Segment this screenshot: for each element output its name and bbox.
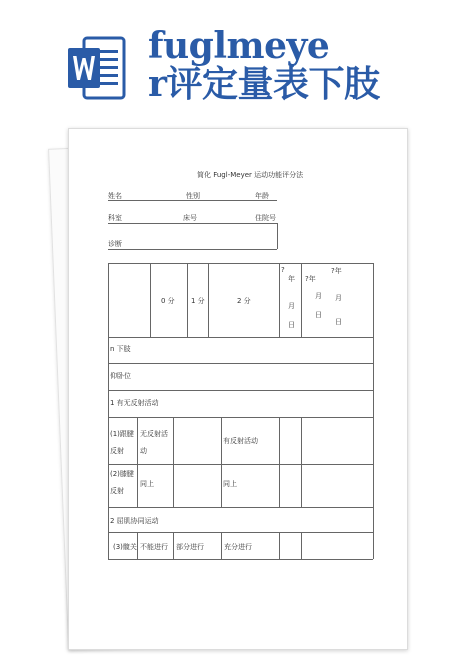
underline-name-row	[108, 200, 277, 201]
r1-no-reflex-b: 动	[140, 447, 147, 455]
date3-day: 日	[335, 318, 342, 326]
r2-same-2: 同上	[223, 480, 237, 488]
table-row-line	[108, 464, 373, 465]
r2-label-a: (2)膝腱	[110, 470, 134, 478]
table-row-line	[108, 532, 373, 533]
col-line	[279, 263, 280, 337]
header-score-1: 1 分	[191, 297, 205, 305]
date2-month: 月	[315, 292, 322, 300]
banner-title	[148, 27, 379, 103]
col-line	[301, 263, 302, 337]
banner-title-line1: fuglmeye	[148, 25, 330, 67]
table-row-line	[108, 390, 373, 391]
label-bed: 床号	[183, 214, 197, 222]
col-line	[150, 263, 151, 337]
col-line	[173, 417, 174, 507]
r1-label-a: (1)跟腱	[110, 430, 134, 438]
col-line	[301, 532, 302, 559]
date2-day: 日	[315, 311, 322, 319]
r2-label-b: 反射	[110, 487, 124, 495]
banner-title-line2: r评定量表下肢	[148, 63, 380, 105]
r3-partial: 部分进行	[176, 543, 204, 551]
item-reflex-activity: 1 有无反射活动	[110, 399, 159, 407]
position-supine: 仰卧位	[110, 372, 131, 380]
date2-year: ?年	[305, 275, 316, 283]
col-line	[221, 532, 222, 559]
col-line	[279, 417, 280, 507]
label-gender: 性别	[186, 192, 200, 200]
label-age: 年龄	[255, 192, 269, 200]
r3-full: 充分进行	[224, 543, 252, 551]
header-score-2: 2 分	[237, 297, 251, 305]
col-line	[173, 532, 174, 559]
diagnosis-box-edge	[277, 223, 278, 249]
col-line	[137, 417, 138, 507]
table-bottom-border	[108, 559, 373, 560]
form-title: 简化 Fugl-Meyer 运动功能评分法	[197, 171, 304, 179]
date1-day: 日	[288, 321, 295, 329]
r1-label-b: 反射	[110, 447, 124, 455]
word-document-icon	[66, 36, 126, 100]
document-page	[68, 128, 408, 650]
r1-has-reflex: 有反射活动	[223, 437, 258, 445]
col-line	[221, 417, 222, 507]
date1-month: 月	[288, 302, 295, 310]
r3-label: (3)髋关	[113, 543, 137, 551]
col-line	[187, 263, 188, 337]
table-left-border	[108, 263, 109, 559]
label-diagnosis: 诊断	[108, 240, 122, 248]
col-line	[208, 263, 209, 337]
col-line	[301, 417, 302, 507]
label-admission-no: 住院号	[255, 214, 276, 222]
header-score-0: 0 分	[161, 297, 175, 305]
col-line	[279, 532, 280, 559]
date3-year: ?年	[331, 267, 342, 275]
underline-dept-row	[108, 223, 277, 224]
date1-year: 年	[288, 275, 295, 283]
table-row-line	[108, 507, 373, 508]
table-row-line	[108, 337, 373, 338]
r2-same-1: 同上	[140, 480, 154, 488]
underline-diagnosis-row	[108, 249, 277, 250]
table-top-border	[108, 263, 373, 264]
r3-cannot: 不能进行	[140, 543, 168, 551]
date1-mark: ?	[281, 266, 285, 274]
date3-month: 月	[335, 294, 342, 302]
item-flexor-synergy: 2 屈肌协同运动	[110, 517, 159, 525]
table-row-line	[108, 417, 373, 418]
section-lower-limb: n 下肢	[110, 345, 131, 353]
col-line	[137, 532, 138, 559]
table-right-border	[373, 263, 374, 559]
label-department: 科室	[108, 214, 122, 222]
label-name: 姓名	[108, 192, 122, 200]
table-row-line	[108, 363, 373, 364]
r1-no-reflex-a: 无反射活	[140, 430, 168, 438]
